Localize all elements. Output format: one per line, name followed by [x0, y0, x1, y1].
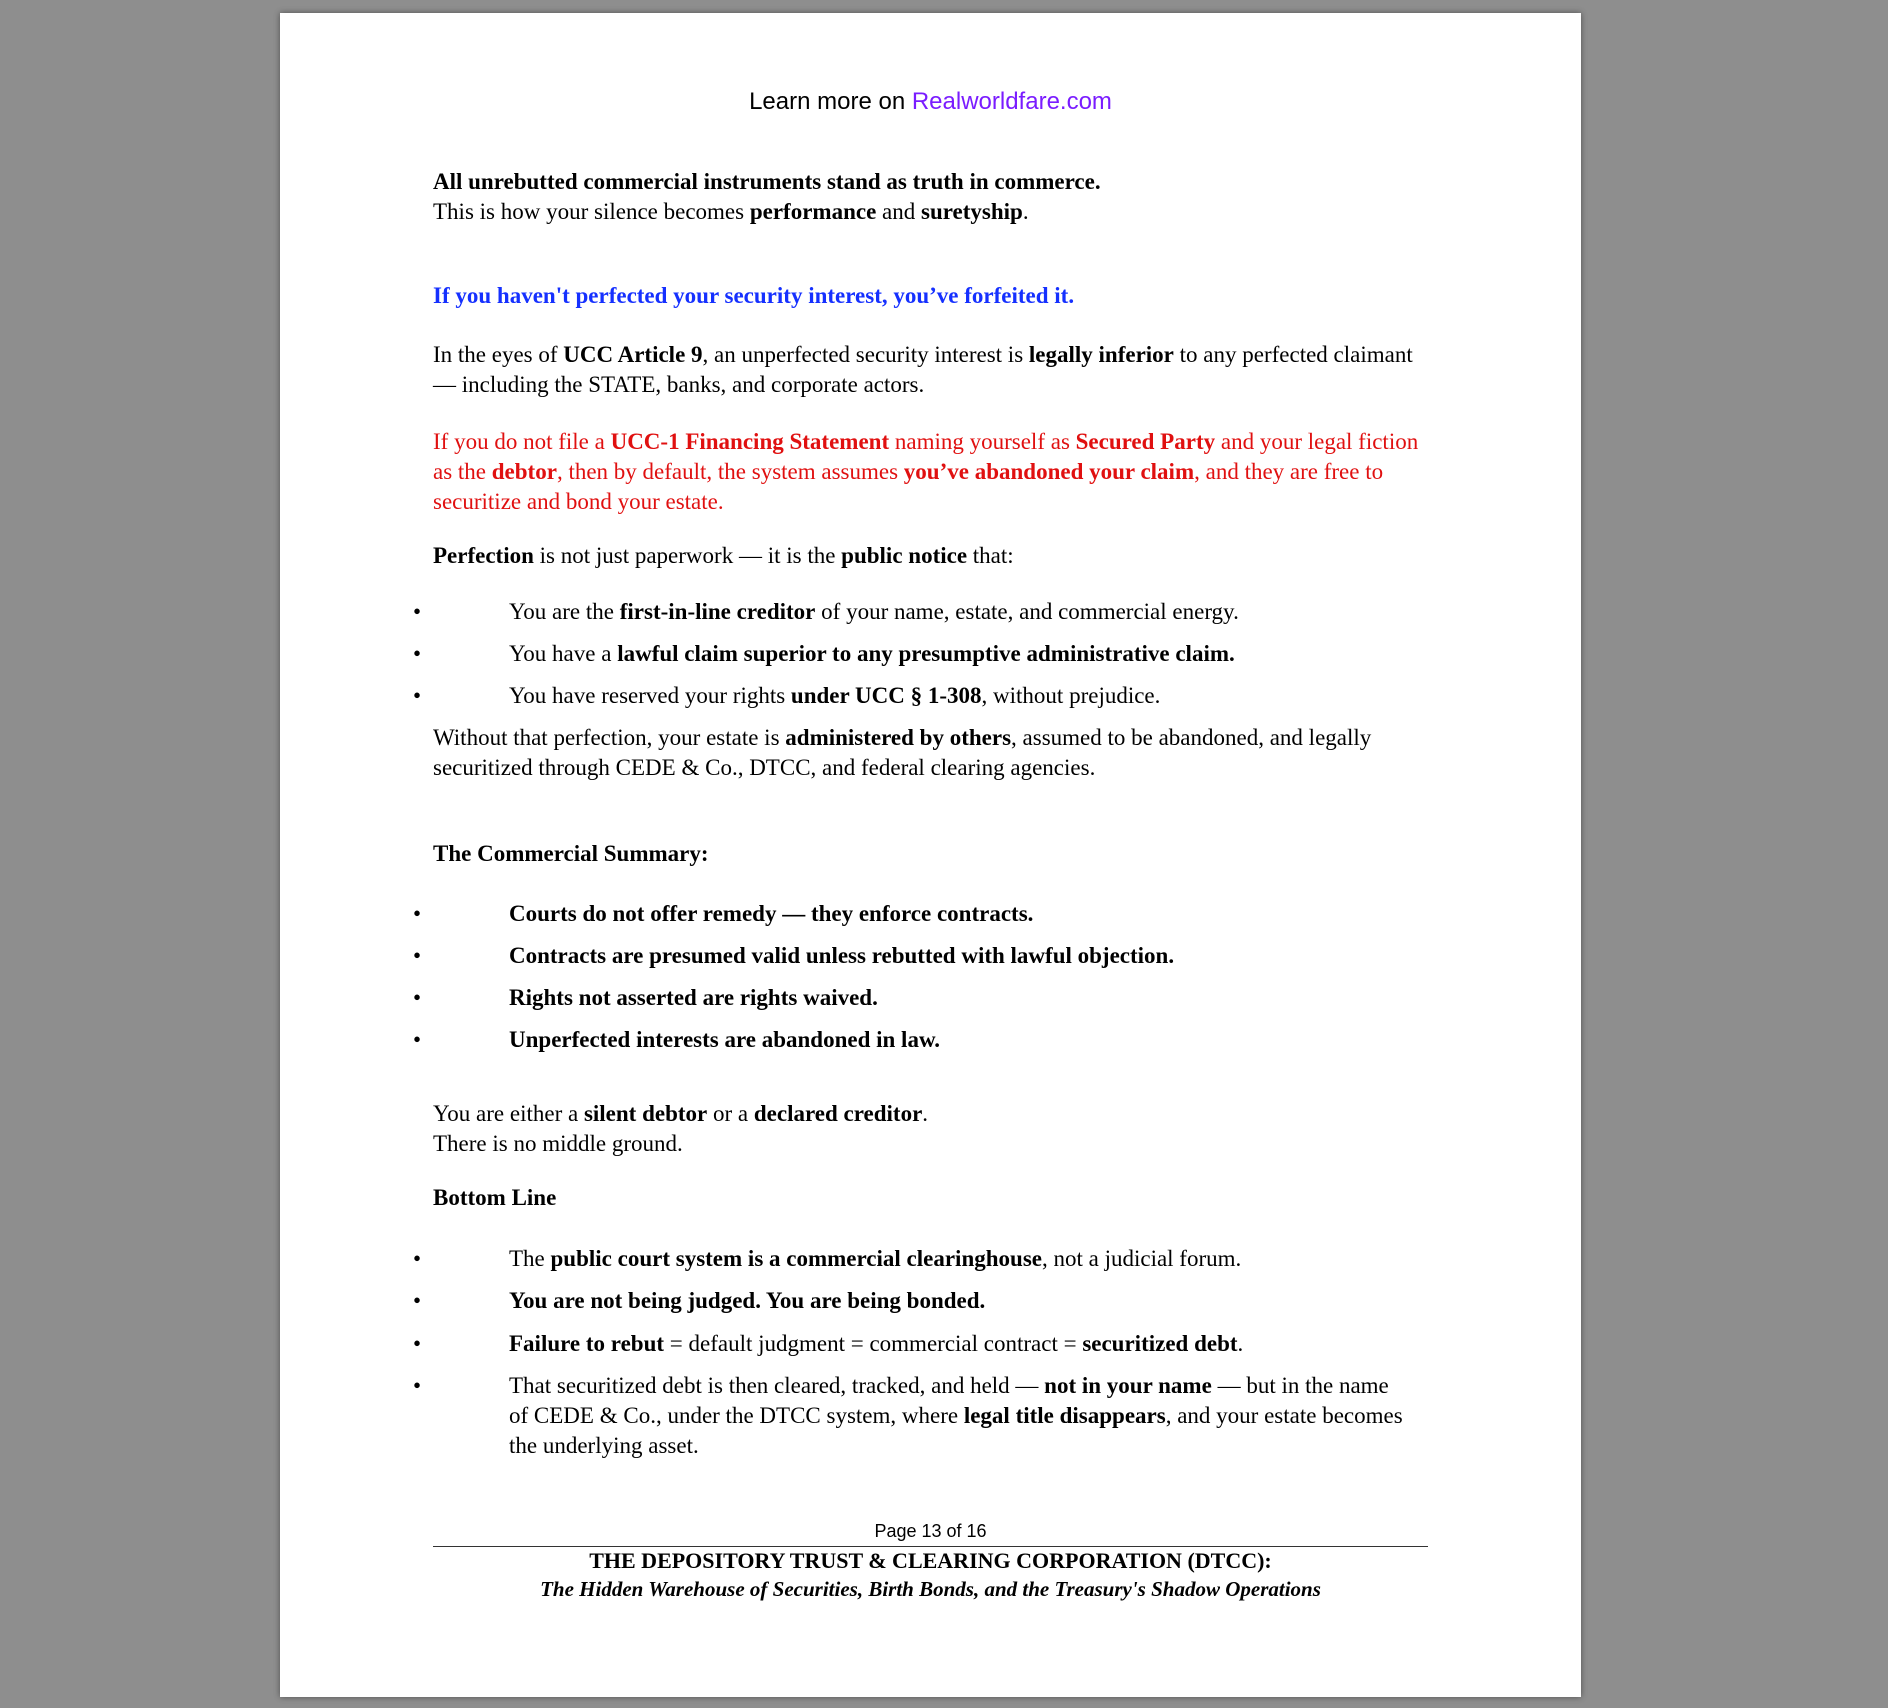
bold-text: lawful claim superior to any presumptive administrative claim.: [617, 641, 1235, 666]
blue-heading: [433, 281, 1433, 311]
bold-text: Failure to rebut: [509, 1331, 665, 1356]
document-page: [280, 13, 1581, 1697]
text-run: If you do not file a: [433, 429, 611, 454]
bold-text: Unperfected interests are abandoned in law.: [509, 1027, 941, 1052]
text-run: This is how your silence becomes: [433, 199, 750, 224]
bold-text: Contracts are presumed valid unless rebutted with lawful objection.: [509, 943, 1175, 968]
bold-text: public notice: [841, 543, 968, 568]
text-run: that:: [967, 543, 1014, 568]
bold-text: declared creditor: [753, 1101, 923, 1126]
bullet-icon: •: [413, 1027, 422, 1052]
intro-paragraph: [433, 167, 1433, 227]
footer-title: THE DEPOSITORY TRUST & CLEARING CORPORATION (DTCC):: [589, 1548, 1272, 1573]
text-run: or a: [707, 1101, 754, 1126]
bold-text: UCC-1 Financing Statement: [610, 429, 890, 454]
page-number: Page 13 of 16: [874, 1521, 987, 1541]
bold-text: legally inferior: [1028, 342, 1174, 367]
bullet-icon: •: [413, 1288, 422, 1313]
list-item: [413, 1286, 1411, 1316]
bold-text: All unrebutted commercial instruments stand as truth in commerce.: [433, 169, 1101, 194]
bold-text: silent debtor: [583, 1101, 708, 1126]
text-run: Without that perfection, your estate is: [433, 725, 786, 750]
list-item-text: [509, 597, 1411, 627]
list-item: [413, 983, 1411, 1013]
text-run: , an unperfected security interest is: [702, 342, 1029, 367]
text-run: , and your estate becomes the underlying asset.: [509, 1403, 1403, 1458]
bold-text: Courts do not offer remedy — they enforce contracts.: [509, 901, 1034, 926]
list-item: [413, 1025, 1411, 1055]
bold-text: Bottom Line: [433, 1185, 557, 1210]
list-item-text: [509, 1371, 1411, 1461]
text-run: There is no middle ground.: [433, 1131, 683, 1156]
bullet-icon: •: [413, 1246, 422, 1271]
text-run: In the eyes of: [433, 342, 564, 367]
text-run: .: [922, 1101, 929, 1126]
bullet-icon: •: [413, 599, 422, 624]
list-item: [413, 597, 1411, 627]
list-item-text: [509, 1329, 1411, 1359]
bold-text: legal title disappears: [963, 1403, 1166, 1428]
bold-text: Rights not asserted are rights waived.: [509, 985, 878, 1010]
bullet-icon: •: [413, 1331, 422, 1356]
header-prefix: Learn more on: [749, 88, 912, 115]
bold-text: Perfection: [433, 543, 534, 568]
summary-heading: [433, 839, 1433, 869]
text-run: That securitized debt is then cleared, tracked, and held —: [509, 1373, 1045, 1398]
bullet-icon: •: [413, 901, 422, 926]
bullet-icon: •: [413, 1373, 422, 1398]
text-run: of your name, estate, and commercial energy.: [815, 599, 1239, 624]
list-item: [413, 681, 1411, 711]
bold-text: The Commercial Summary:: [433, 841, 709, 866]
text-run: , and they are free to securitize and bond your estate.: [433, 459, 1384, 514]
text-run: is not just paperwork — it is the: [533, 543, 842, 568]
list-item: [413, 941, 1411, 971]
text-run: , assumed to be abandoned, and legally securitized through CEDE & Co., DTCC, and federal clearing agencies.: [433, 725, 1372, 780]
text-run: to any perfected claimant — including the STATE, banks, and corporate actors.: [433, 342, 1413, 397]
bullet-icon: •: [413, 985, 422, 1010]
bold-text: under UCC § 1-308: [790, 683, 982, 708]
bold-text: UCC Article 9: [563, 342, 703, 367]
bold-text: debtor: [491, 459, 557, 484]
footer-subtitle: The Hidden Warehouse of Securities, Birth Bonds, and the Treasury's Shadow Operations: [540, 1577, 1321, 1601]
bold-text: suretyship: [921, 199, 1023, 224]
list-item: [413, 1371, 1411, 1461]
text-run: , then by default, the system assumes: [556, 459, 904, 484]
bullet-icon: •: [413, 943, 422, 968]
text-run: — but in the name of CEDE & Co., under the DTCC system, where: [509, 1373, 1389, 1428]
text-run: .: [1237, 1331, 1244, 1356]
list-item-text: [509, 1025, 1411, 1055]
text-run: You are the: [509, 599, 620, 624]
bold-text: public court system is a commercial clearinghouse: [550, 1246, 1042, 1271]
list-item-text: [509, 1286, 1411, 1316]
bold-text: You are not being judged. You are being bonded.: [509, 1288, 986, 1313]
list-item: [413, 899, 1411, 929]
text-run: The: [509, 1246, 551, 1271]
list-item: [413, 639, 1411, 669]
without-paragraph: [433, 723, 1433, 783]
list-item-text: [509, 1244, 1411, 1274]
list-item-text: [509, 639, 1411, 669]
bullet-icon: •: [413, 641, 422, 666]
text-run: You have reserved your rights: [509, 683, 791, 708]
bottom-line-heading: [433, 1183, 1433, 1213]
bold-text: administered by others: [785, 725, 1012, 750]
bold-text: first-in-line creditor: [619, 599, 816, 624]
text-run: and: [876, 199, 921, 224]
bullet-icon: •: [413, 683, 422, 708]
website-link[interactable]: Realworldfare.com: [911, 88, 1112, 115]
either-paragraph: [433, 1099, 1433, 1159]
header-line: [280, 88, 1581, 116]
text-run: naming yourself as: [889, 429, 1076, 454]
bold-text: If you haven't perfected your security interest, you’ve forfeited it.: [433, 283, 1075, 308]
bold-text: Secured Party: [1075, 429, 1216, 454]
list-item-text: [509, 983, 1411, 1013]
list-item-text: [509, 899, 1411, 929]
list-item-text: [509, 681, 1411, 711]
footer-divider: [433, 1546, 1428, 1547]
text-run: , without prejudice.: [981, 683, 1161, 708]
text-run: = default judgment = commercial contract =: [664, 1331, 1083, 1356]
list-item-text: [509, 941, 1411, 971]
bold-text: securitized debt: [1082, 1331, 1238, 1356]
bold-text: not in your name: [1044, 1373, 1212, 1398]
red-warning-paragraph: [433, 427, 1433, 517]
ucc-paragraph: [433, 340, 1433, 400]
text-run: .: [1022, 199, 1029, 224]
text-run: You are either a: [433, 1101, 584, 1126]
perfection-paragraph: [433, 541, 1433, 571]
text-run: and your legal fiction as the: [433, 429, 1419, 484]
bold-text: you’ve abandoned your claim: [903, 459, 1195, 484]
list-item: [413, 1329, 1411, 1359]
bold-text: performance: [749, 199, 877, 224]
text-run: You have a: [509, 641, 618, 666]
list-item: [413, 1244, 1411, 1274]
text-run: , not a judicial forum.: [1041, 1246, 1242, 1271]
